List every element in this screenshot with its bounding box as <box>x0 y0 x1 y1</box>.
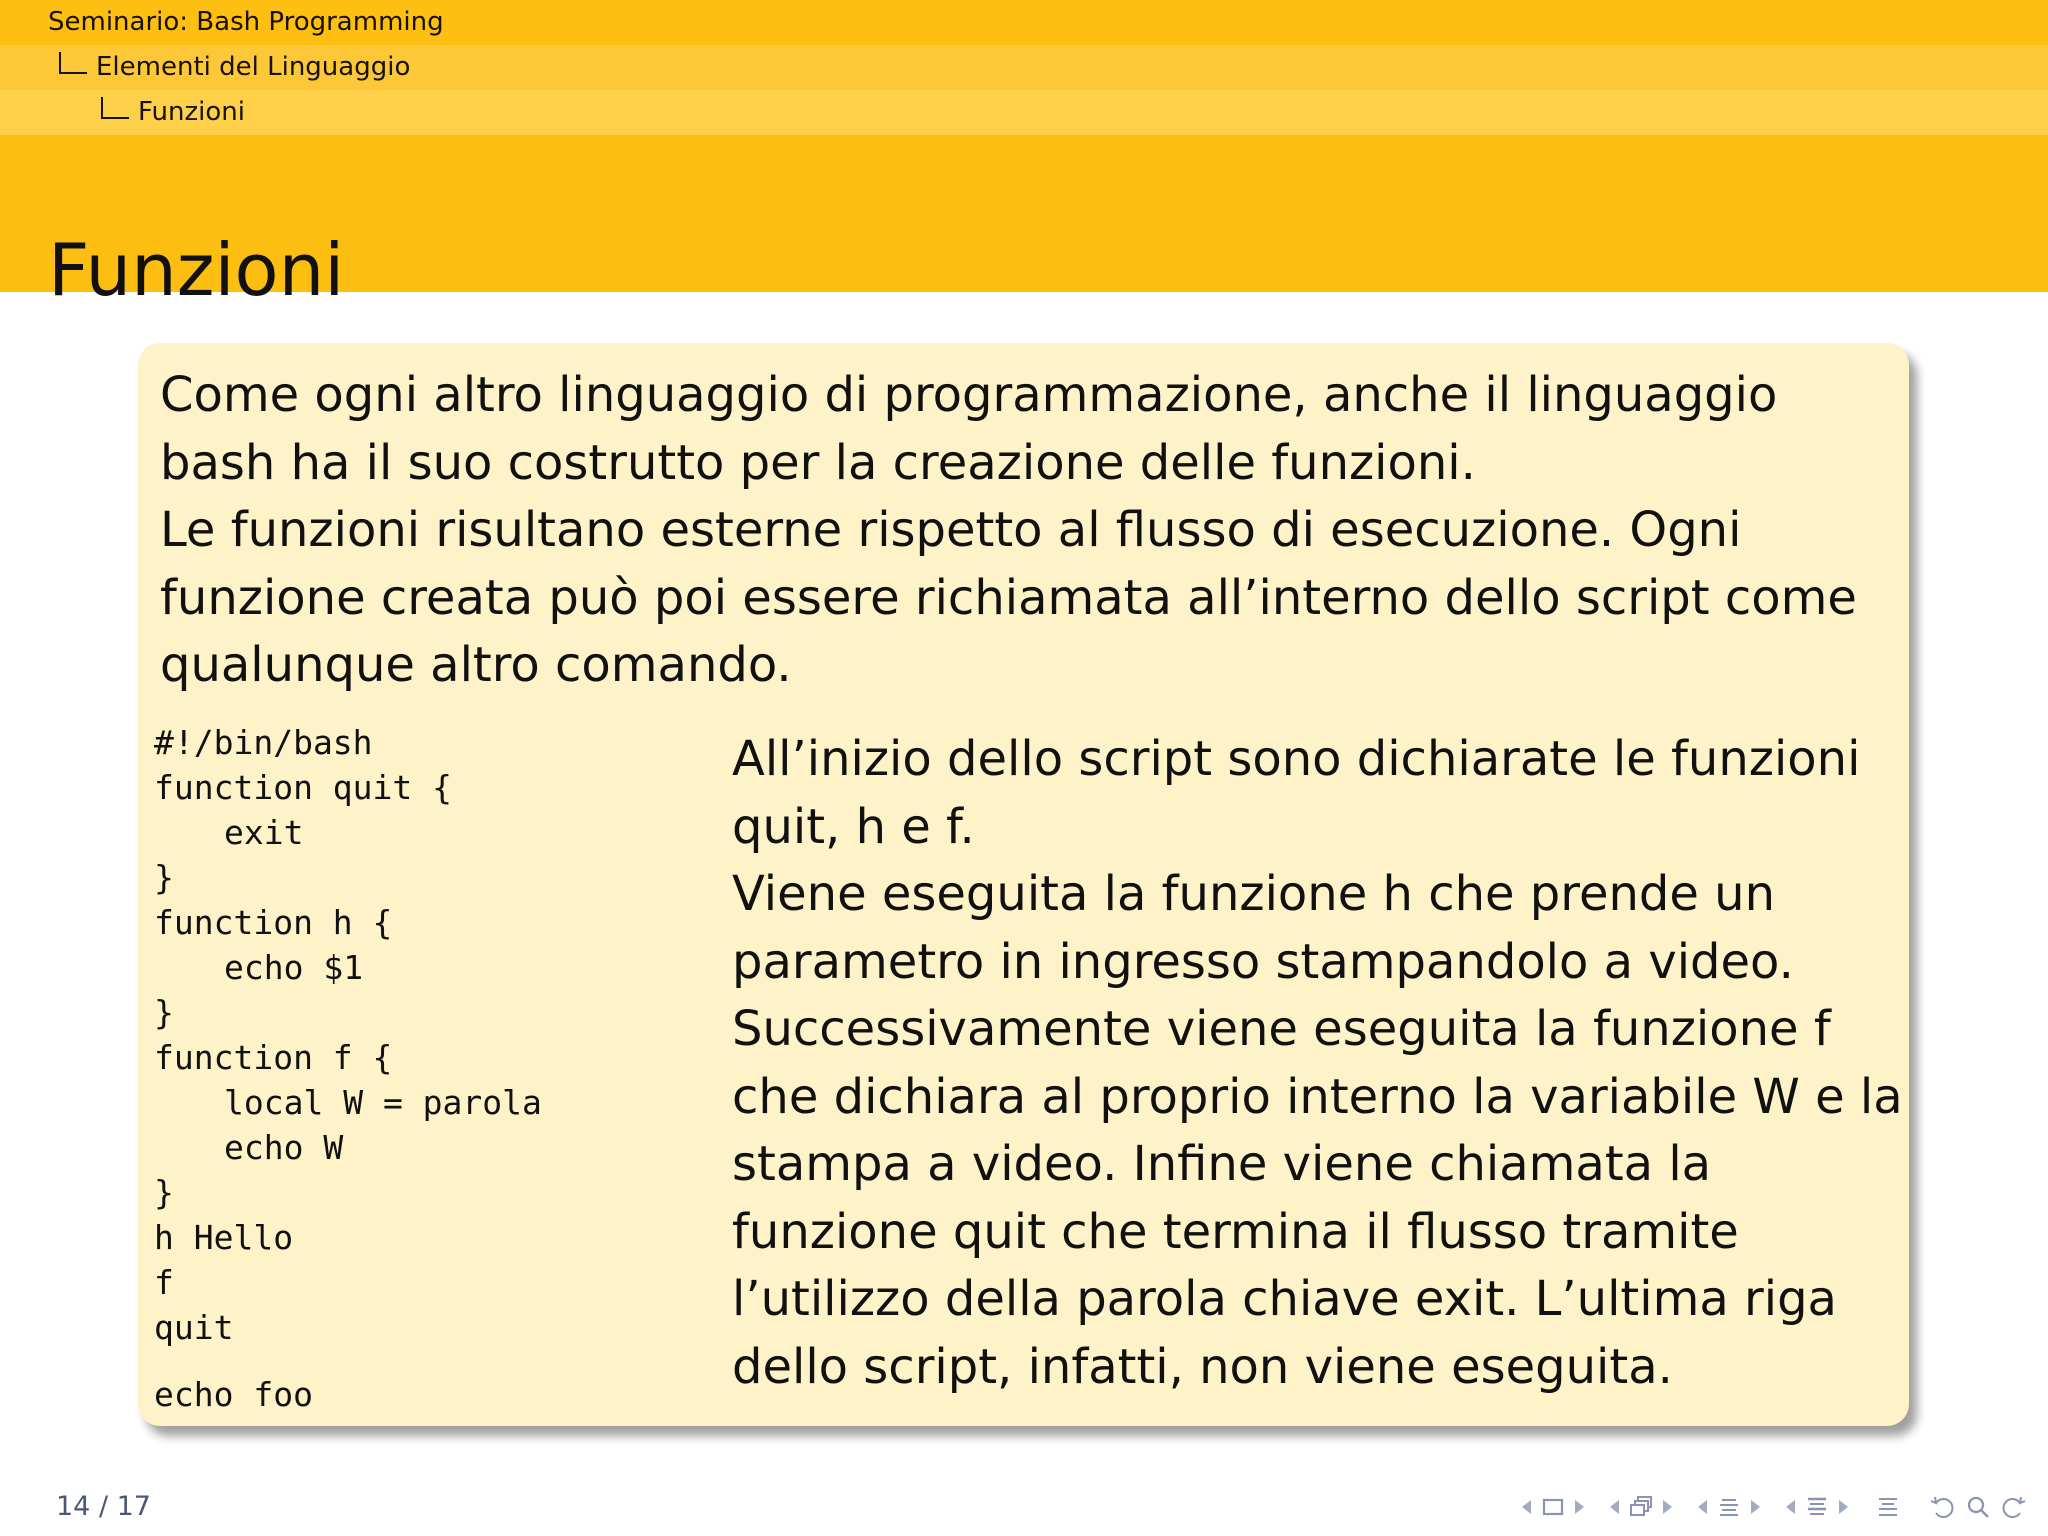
code-line: local W = parola <box>224 1083 542 1122</box>
navigation-bar <box>1506 1488 2028 1526</box>
previous-frame-icon[interactable] <box>1522 1500 1531 1514</box>
breadcrumb-current[interactable] <box>0 90 2048 135</box>
subsection-icon[interactable] <box>1627 1493 1655 1521</box>
previous-section-icon[interactable] <box>1698 1500 1707 1514</box>
breadcrumb-section-label: Seminario: Bash Programming <box>48 7 444 37</box>
code-line: } <box>154 858 174 897</box>
code-listing <box>154 720 714 1417</box>
nav-presentation-group <box>1786 1493 1848 1521</box>
code-line: #!/bin/bash <box>154 723 373 762</box>
intro-text <box>160 362 1900 700</box>
previous-subsection-icon[interactable] <box>1610 1500 1619 1514</box>
back-icon[interactable] <box>1928 1493 1956 1521</box>
code-line: echo foo <box>154 1375 313 1414</box>
nav-frame-group <box>1522 1493 1584 1521</box>
code-line: function h { <box>154 903 393 942</box>
next-frame-icon[interactable] <box>1575 1500 1584 1514</box>
code-line: function quit { <box>154 768 453 807</box>
code-line: echo $1 <box>224 948 364 987</box>
page-indicator: 14 / 17 <box>56 1491 151 1522</box>
next-presentation-icon[interactable] <box>1839 1500 1848 1514</box>
intro-paragraph: Come ogni altro linguaggio di programmazione, anche il linguaggio bash ha il suo costrutto per la creazione delle funzioni. <box>160 367 1778 491</box>
nav-section-group <box>1698 1493 1760 1521</box>
toc-icon[interactable] <box>1874 1493 1902 1521</box>
presentation-icon[interactable] <box>1803 1493 1831 1521</box>
breadcrumb-subsection[interactable] <box>0 45 2048 90</box>
code-line: h Hello <box>154 1218 294 1257</box>
code-line: } <box>154 1173 174 1212</box>
breadcrumb-section[interactable] <box>0 0 2048 45</box>
code-line: f <box>154 1263 174 1302</box>
code-line: echo W <box>224 1128 344 1167</box>
breadcrumb-current-label: Funzioni <box>138 97 245 127</box>
frame-icon[interactable] <box>1539 1493 1567 1521</box>
code-line: quit <box>154 1308 234 1347</box>
tree-elbow-icon <box>101 97 129 119</box>
slide-header <box>0 0 2048 313</box>
next-section-icon[interactable] <box>1751 1500 1760 1514</box>
intro-paragraph: Le funzioni risultano esterne rispetto al flusso di esecuzione. Ogni funzione creata può poi essere richiamata all’interno dello script come qualunque altro comando. <box>160 502 1857 693</box>
previous-presentation-icon[interactable] <box>1786 1500 1795 1514</box>
code-line: exit <box>224 813 304 852</box>
breadcrumb-subsection-label: Elementi del Linguaggio <box>96 52 411 82</box>
explanation-paragraph: Viene eseguita la funzione h che prende un parametro in ingresso stampandolo a video. <box>732 866 1794 990</box>
nav-subsection-group <box>1610 1493 1672 1521</box>
tree-elbow-icon <box>59 52 87 74</box>
explanation-paragraph: Successivamente viene eseguita la funzione f che dichiara al proprio interno la variabile W e la stampa a video. Infine viene chiamata la funzione quit che termina il flusso tramite l’utilizzo della parola chiave exit. L’ultima riga dello script, infatti, non viene eseguita. <box>732 1001 1903 1395</box>
explanation-text <box>732 726 1912 1401</box>
slide-title: Funzioni <box>48 228 345 313</box>
code-line: function f { <box>154 1038 393 1077</box>
section-icon[interactable] <box>1715 1493 1743 1521</box>
next-subsection-icon[interactable] <box>1663 1500 1672 1514</box>
explanation-paragraph: All’inizio dello script sono dichiarate le funzioni quit, h e f. <box>732 731 1861 855</box>
forward-icon[interactable] <box>2000 1493 2028 1521</box>
nav-history-group <box>1928 1493 2028 1521</box>
search-icon[interactable] <box>1964 1493 1992 1521</box>
code-line: } <box>154 993 174 1032</box>
nav-toc-group <box>1874 1493 1902 1521</box>
